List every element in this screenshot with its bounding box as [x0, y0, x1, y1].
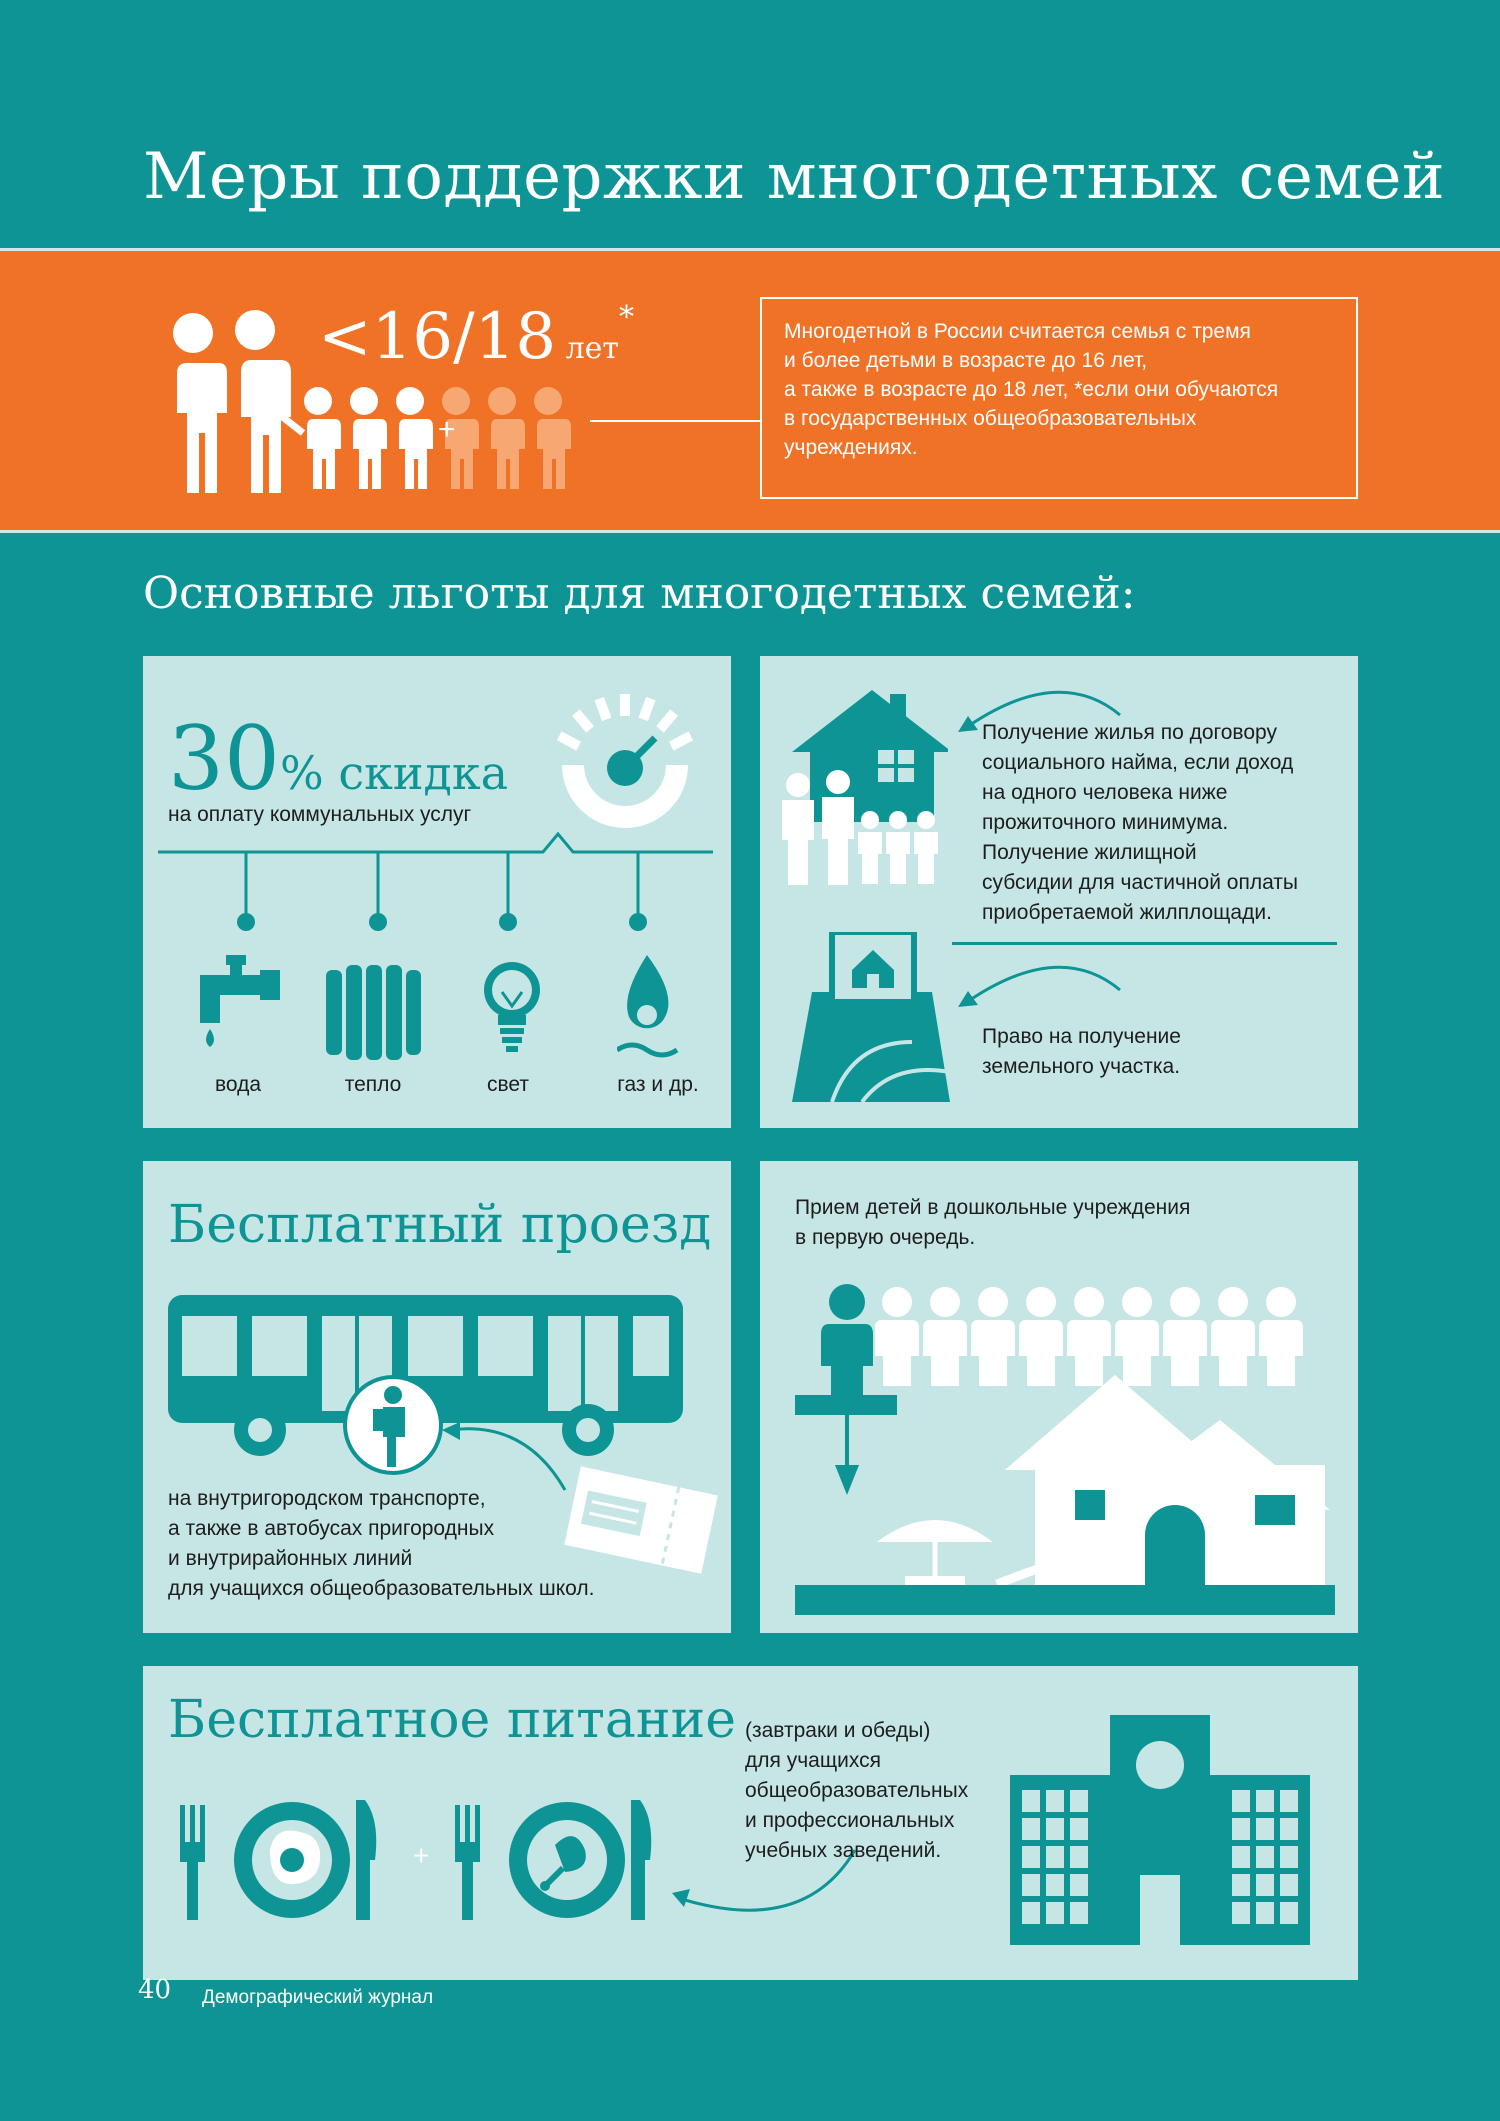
utility-label-gas: газ и др.	[617, 1073, 699, 1096]
benefits-subtitle: Основные льготы для многодетных семей:	[143, 568, 1136, 619]
meals-line: и профессиональных	[745, 1809, 955, 1832]
housing-line: приобретаемой жилплощади.	[982, 901, 1272, 924]
lunch-plate-icon	[455, 1800, 655, 1925]
kindergarten-illustration	[795, 1280, 1335, 1625]
age-unit: лет	[565, 331, 620, 366]
land-line: земельного участка.	[982, 1055, 1181, 1078]
definition-box	[760, 297, 1358, 499]
student-icon	[343, 1375, 443, 1475]
page-title: Меры поддержки многодетных семей	[143, 140, 1446, 214]
preschool-text	[795, 1193, 1190, 1253]
housing-line: Получение жилья по договору	[982, 721, 1277, 744]
preschool-line: в первую очередь.	[795, 1226, 976, 1249]
utility-label-water: вода	[214, 1073, 262, 1096]
journal-name: Демографический журнал	[202, 1987, 434, 2008]
housing-line: прожиточного минимума.	[982, 811, 1229, 834]
land-arrow	[950, 955, 1130, 1015]
discount-word: скидка	[338, 746, 508, 800]
water-tap-icon	[200, 955, 285, 1055]
meter-icon	[550, 690, 700, 830]
meals-plus-sign: +	[413, 1840, 430, 1871]
transport-text	[168, 1484, 594, 1604]
housing-line: на одного человека ниже	[982, 781, 1228, 804]
utilities-caption: на оплату коммунальных услуг	[168, 803, 472, 826]
meals-line: для учащихся	[745, 1749, 881, 1772]
meals-line: (завтраки и обеды)	[745, 1719, 931, 1742]
housing-text	[982, 718, 1298, 928]
transport-line: и внутрирайонных линий	[168, 1547, 413, 1570]
housing-line: Получение жилищной	[982, 841, 1197, 864]
transport-line: на внутригородском транспорте,	[168, 1487, 486, 1510]
percent-sign: %	[279, 746, 324, 800]
transport-heading: Бесплатный проезд	[168, 1195, 712, 1255]
utility-label-heat: тепло	[344, 1073, 402, 1096]
page-number: 40	[138, 1975, 172, 2005]
plus-sign: +	[438, 413, 456, 446]
meals-heading: Бесплатное питание	[168, 1690, 737, 1750]
connector-line	[590, 420, 760, 422]
meals-line: общеобразовательных	[745, 1779, 969, 1802]
definition-line: а также в возрасте до 18 лет, *если они обучаются	[784, 378, 1279, 401]
definition-line: Многодетной в России считается семья с тремя	[784, 320, 1251, 343]
radiator-icon	[326, 965, 421, 1060]
housing-line: субсидии для частичной оплаты	[982, 871, 1299, 894]
definition-line: и более детьми в возрасте до 16 лет,	[784, 349, 1148, 372]
gas-flame-icon	[617, 955, 682, 1060]
definition-line: учреждениях.	[784, 436, 918, 459]
land-line: Право на получение	[982, 1025, 1181, 1048]
land-plot-icon	[792, 932, 952, 1102]
preschool-line: Прием детей в дошкольные учреждения	[795, 1196, 1191, 1219]
housing-line: социального найма, если доход	[982, 751, 1294, 774]
breakfast-plate-icon	[180, 1800, 380, 1925]
age-mark: *	[619, 300, 635, 335]
transport-line: а также в автобусах пригородных	[168, 1517, 495, 1540]
land-text	[982, 1022, 1181, 1082]
discount-percent: 30	[168, 707, 280, 810]
definition-line: в государственных общеобразовательных	[784, 407, 1197, 430]
housing-divider	[952, 942, 1337, 945]
age-value: <16/18	[318, 300, 557, 374]
utilities-discount	[168, 707, 508, 810]
age-limit	[318, 300, 634, 374]
meals-line: учебных заведений.	[745, 1839, 942, 1862]
meals-text	[745, 1716, 968, 1866]
school-building-icon	[1010, 1715, 1310, 1945]
house-family-icon	[778, 690, 948, 890]
utility-label-light: свет	[486, 1073, 530, 1096]
transport-line: для учащихся общеобразовательных школ.	[168, 1577, 595, 1600]
light-bulb-icon	[480, 960, 545, 1060]
